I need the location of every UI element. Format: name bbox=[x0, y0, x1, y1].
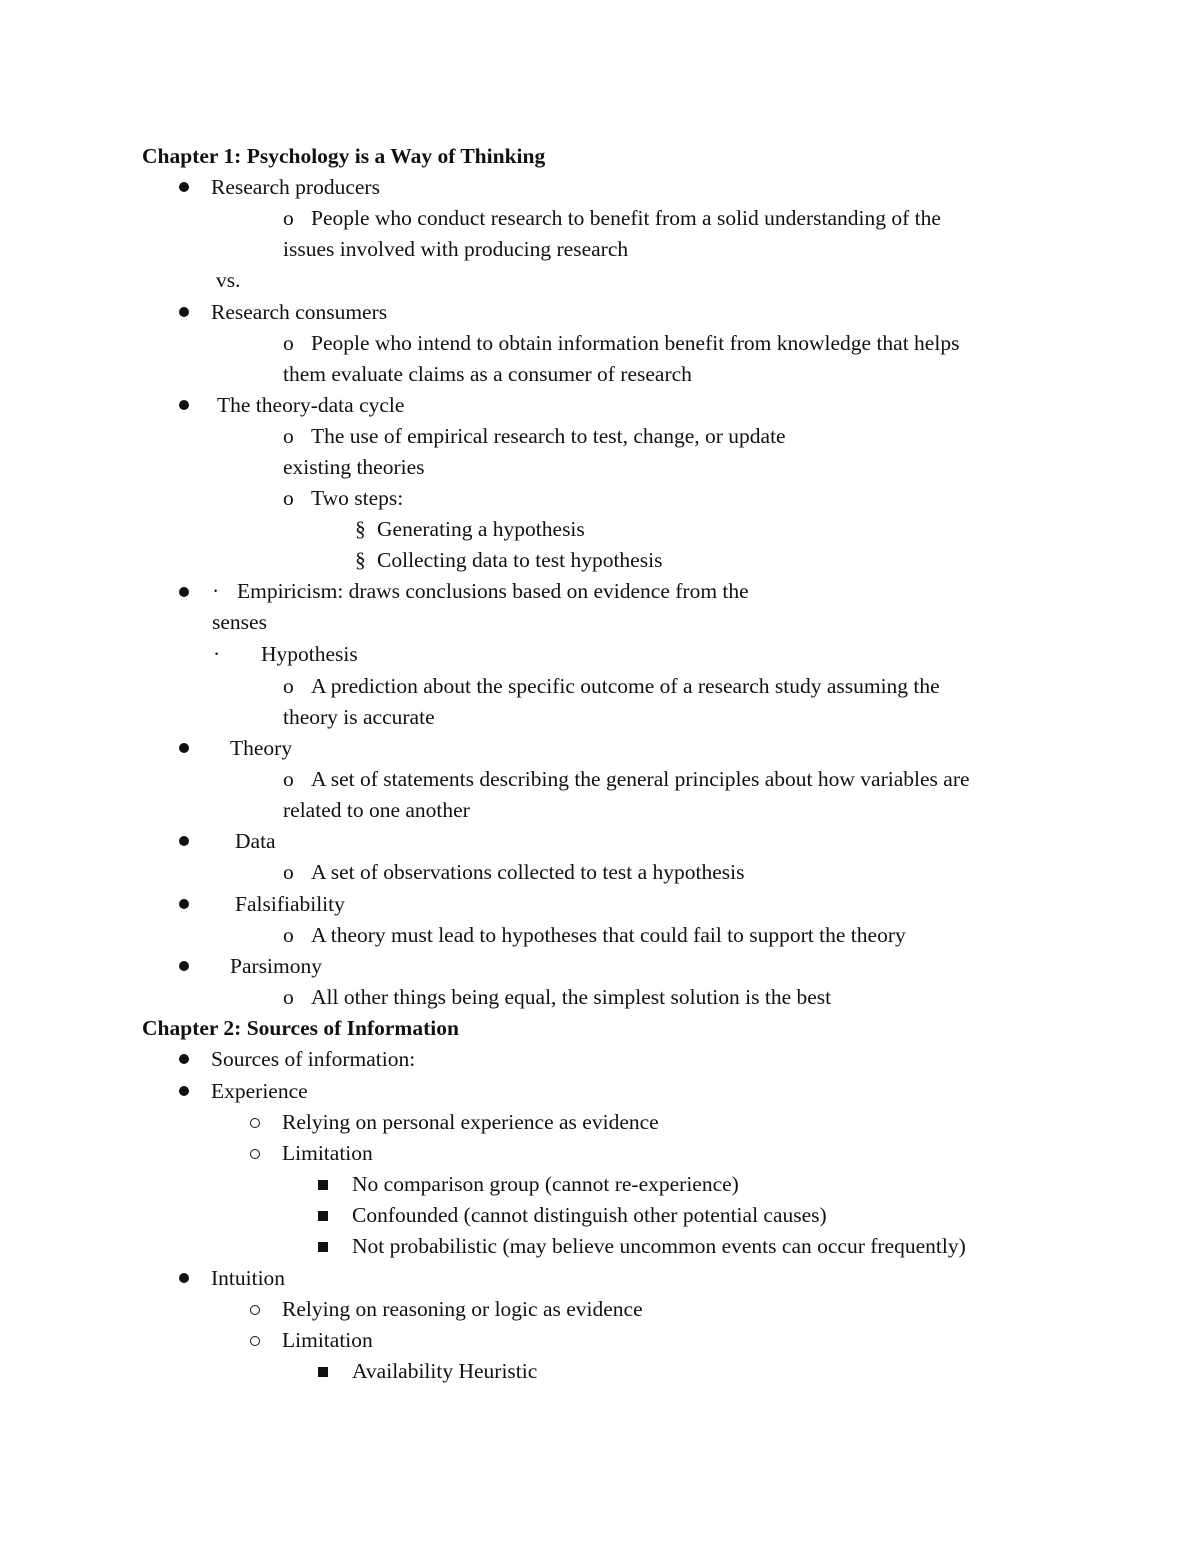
research-consumers-desc-cont: them evaluate claims as a consumer of research bbox=[283, 362, 692, 386]
theory-data-cycle-desc-cont: existing theories bbox=[283, 455, 425, 479]
hypothesis-desc: A prediction about the specific outcome of a research study assuming the bbox=[311, 674, 940, 698]
bullet-icon bbox=[179, 182, 189, 192]
falsifiability-desc: A theory must lead to hypotheses that could fail to support the theory bbox=[311, 923, 906, 947]
theory-data-cycle-label: The theory-data cycle bbox=[217, 393, 405, 417]
sub-bullet-o: o bbox=[283, 985, 294, 1009]
bullet-icon bbox=[179, 836, 189, 846]
sources-of-information-label: Sources of information: bbox=[211, 1047, 416, 1071]
circle-bullet-icon bbox=[250, 1149, 260, 1159]
bullet-icon bbox=[179, 307, 189, 317]
two-steps-label: Two steps: bbox=[311, 486, 404, 510]
bullet-icon bbox=[179, 1054, 189, 1064]
parsimony-label: Parsimony bbox=[230, 954, 322, 978]
square-bullet-icon bbox=[318, 1211, 328, 1221]
sub-bullet-o: o bbox=[283, 331, 294, 355]
bullet-icon bbox=[179, 743, 189, 753]
theory-desc: A set of statements describing the general principles about how variables are bbox=[311, 767, 970, 791]
section-bullet: § bbox=[355, 517, 366, 541]
bullet-icon bbox=[179, 899, 189, 909]
experience-limitation-3: Not probabilistic (may believe uncommon events can occur frequently) bbox=[352, 1234, 966, 1258]
theory-label: Theory bbox=[230, 736, 293, 760]
empiricism-label: Empiricism: draws conclusions based on evidence from the bbox=[237, 579, 749, 603]
sub-bullet-o: o bbox=[283, 860, 294, 884]
experience-label: Experience bbox=[211, 1079, 308, 1103]
research-producers-label: Research producers bbox=[211, 175, 380, 199]
hypothesis-desc-cont: theory is accurate bbox=[283, 705, 435, 729]
sub-bullet-o: o bbox=[283, 424, 294, 448]
sub-bullet-o: o bbox=[283, 486, 294, 510]
experience-limitation-2: Confounded (cannot distinguish other potential causes) bbox=[352, 1203, 827, 1227]
sub-bullet-o: o bbox=[283, 206, 294, 230]
experience-limitation-label: Limitation bbox=[282, 1141, 373, 1165]
square-bullet-icon bbox=[318, 1367, 328, 1377]
middle-dot: · bbox=[212, 579, 220, 603]
research-producers-desc-cont: issues involved with producing research bbox=[283, 237, 629, 261]
bullet-icon bbox=[179, 961, 189, 971]
experience-desc: Relying on personal experience as evidence bbox=[282, 1110, 659, 1134]
versus-text: vs. bbox=[216, 268, 241, 292]
data-label: Data bbox=[235, 829, 276, 853]
intuition-desc: Relying on reasoning or logic as evidence bbox=[282, 1297, 643, 1321]
data-desc: A set of observations collected to test a hypothesis bbox=[311, 860, 745, 884]
theory-data-cycle-desc: The use of empirical research to test, change, or update bbox=[311, 424, 786, 448]
bullet-icon bbox=[179, 1273, 189, 1283]
hypothesis-label: Hypothesis bbox=[261, 642, 358, 666]
bullet-icon bbox=[179, 400, 189, 410]
step-generating-hypothesis: Generating a hypothesis bbox=[377, 517, 585, 541]
intuition-limitation-label: Limitation bbox=[282, 1328, 373, 1352]
section-bullet: § bbox=[355, 548, 366, 572]
intuition-limitation-1: Availability Heuristic bbox=[352, 1359, 538, 1383]
chapter-1-title: Chapter 1: Psychology is a Way of Thinking bbox=[142, 144, 546, 168]
circle-bullet-icon bbox=[250, 1305, 260, 1315]
empiricism-label-cont: senses bbox=[212, 610, 267, 634]
research-consumers-desc: People who intend to obtain information benefit from knowledge that helps bbox=[311, 331, 960, 355]
experience-limitation-1: No comparison group (cannot re-experience) bbox=[352, 1172, 739, 1196]
step-collecting-data: Collecting data to test hypothesis bbox=[377, 548, 663, 572]
sub-bullet-o: o bbox=[283, 923, 294, 947]
chapter-2-title: Chapter 2: Sources of Information bbox=[142, 1016, 459, 1040]
bullet-icon bbox=[179, 1086, 189, 1096]
square-bullet-icon bbox=[318, 1242, 328, 1252]
circle-bullet-icon bbox=[250, 1118, 260, 1128]
middle-dot: · bbox=[213, 642, 221, 666]
theory-desc-cont: related to one another bbox=[283, 798, 470, 822]
intuition-label: Intuition bbox=[211, 1266, 286, 1290]
bullet-icon bbox=[179, 587, 189, 597]
square-bullet-icon bbox=[318, 1180, 328, 1190]
sub-bullet-o: o bbox=[283, 674, 294, 698]
circle-bullet-icon bbox=[250, 1336, 260, 1346]
parsimony-desc: All other things being equal, the simplest solution is the best bbox=[311, 985, 832, 1009]
research-producers-desc: People who conduct research to benefit from a solid understanding of the bbox=[311, 206, 941, 230]
sub-bullet-o: o bbox=[283, 767, 294, 791]
research-consumers-label: Research consumers bbox=[211, 300, 388, 324]
falsifiability-label: Falsifiability bbox=[235, 892, 345, 916]
